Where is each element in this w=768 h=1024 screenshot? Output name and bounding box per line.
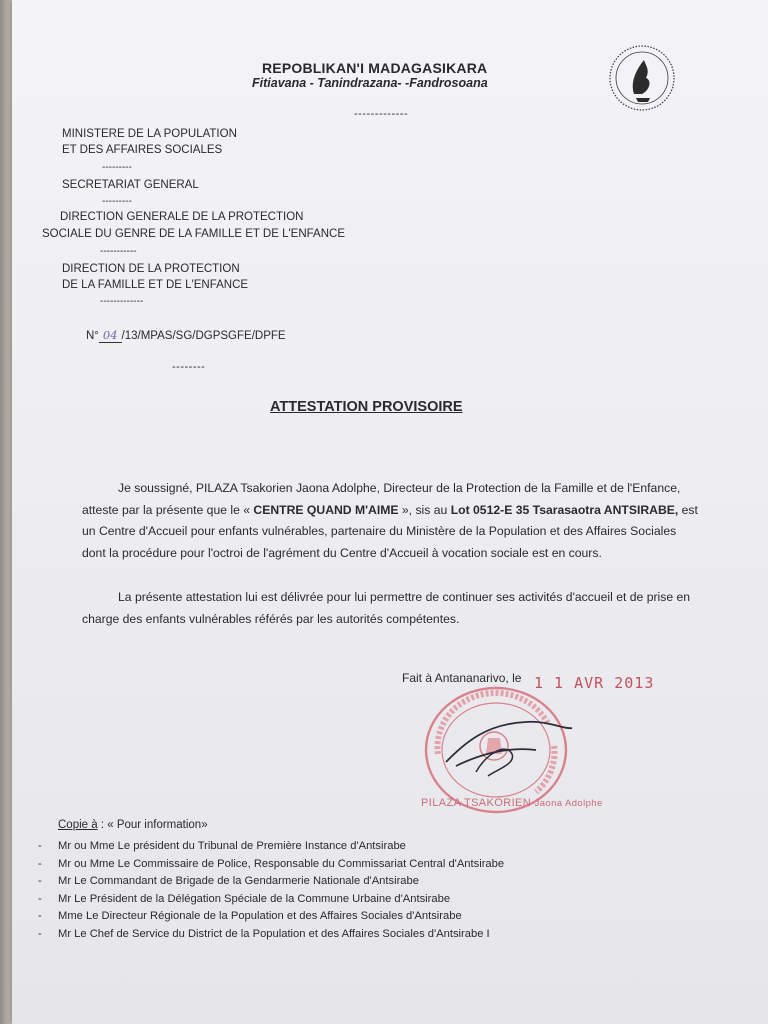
ministry-separator-1: --------- bbox=[102, 162, 132, 173]
direction-generale-line-2: SOCIALE DU GENRE DE LA FAMILLE ET DE L'ENFANCE bbox=[42, 228, 345, 240]
paragraph-1-text-b: », sis au bbox=[398, 502, 451, 517]
list-item: - Mr Le Commandant de Brigade de la Gendarmerie Nationale d'Antsirabe bbox=[38, 873, 504, 891]
copies-note: : « Pour information» bbox=[97, 819, 208, 831]
direction-line-1: DIRECTION DE LA PROTECTION bbox=[62, 263, 240, 275]
reference-number bbox=[86, 328, 286, 342]
date-stamp: 1 1 AVR 2013 bbox=[534, 674, 655, 692]
paragraph-1 bbox=[82, 478, 702, 564]
list-item: - Mr ou Mme Le Commissaire de Police, Responsable du Commissariat Central d'Antsirabe bbox=[38, 856, 504, 874]
ministry-separator-2: --------- bbox=[102, 196, 132, 207]
paragraph-1-text-c: est un Centre d'Accueil pour enfants vulnérables, partenaire du Ministère de la Population et des Affaires Sociales dont la procédure pour l'octroi de l'agrément du Centre d'Accueil à vocation sociale est en cours. bbox=[82, 502, 698, 560]
paragraph-2: La présente attestation lui est délivrée pour lui permettre de continuer ses activités d'accueil et de prise en charge des enfants vulnérables référés par les autorités compétentes. bbox=[82, 590, 691, 626]
secretariat-general: SECRETARIAT GENERAL bbox=[62, 179, 199, 191]
ministry-separator-4: ------------- bbox=[100, 296, 144, 307]
list-item: - Mr Le Chef de Service du District de la Population et des Affaires Sociales d'Antsirabe I bbox=[38, 926, 504, 944]
national-motto: Fitiavana - Tanindrazana- -Fandrosoana bbox=[252, 76, 488, 90]
paragraph-1-text-a: Je soussigné, PILAZA Tsakorien Jaona Adolphe, Directeur de la Protection de la Famille et de l'Enfance, atteste par la présente que le « bbox=[82, 481, 681, 517]
binder-edge bbox=[0, 0, 12, 1024]
list-item: - Mr Le Président de la Délégation Spéciale de la Commune Urbaine d'Antsirabe bbox=[38, 891, 504, 909]
reference-separator: -------- bbox=[172, 361, 206, 373]
madagascar-emblem-icon bbox=[606, 42, 678, 114]
direction-line-2: DE LA FAMILLE ET DE L'ENFANCE bbox=[62, 279, 249, 291]
signer-firstnames: Jaona Adolphe bbox=[534, 798, 603, 809]
reference-suffix: /13/MPAS/SG/DGPSGFE/DPFE bbox=[121, 330, 286, 342]
copies-heading bbox=[58, 819, 208, 831]
header-separator: ------------- bbox=[354, 108, 409, 120]
place-and-date-label: Fait à Antananarivo, le bbox=[402, 671, 522, 685]
reference-prefix: N° bbox=[86, 330, 99, 342]
document-title: ATTESTATION PROVISOIRE bbox=[270, 399, 463, 415]
ministry-line-1: MINISTERE DE LA POPULATION bbox=[62, 128, 237, 140]
republic-name: REPOBLIKAN'I MADAGASIKARA bbox=[262, 60, 488, 76]
copies-label: Copie à bbox=[58, 819, 98, 831]
reference-handwritten-number: 04 bbox=[99, 328, 122, 343]
centre-name: CENTRE QUAND M'AIME bbox=[253, 502, 399, 517]
ministry-separator-3: ----------- bbox=[100, 246, 137, 257]
signer-surname: PILAZA TSAKORIEN bbox=[421, 797, 532, 809]
signer-name bbox=[421, 797, 603, 809]
copies-list bbox=[38, 838, 504, 944]
direction-generale-line-1: DIRECTION GENERALE DE LA PROTECTION bbox=[60, 211, 304, 223]
list-item: - Mme Le Directeur Régionale de la Population et des Affaires Sociales d'Antsirabe bbox=[38, 908, 504, 926]
ministry-line-2: ET DES AFFAIRES SOCIALES bbox=[62, 144, 223, 156]
list-item: - Mr ou Mme Le président du Tribunal de Première Instance d'Antsirabe bbox=[38, 838, 504, 856]
centre-address: Lot 0512-E 35 Tsarasaotra ANTSIRABE, bbox=[450, 502, 679, 517]
